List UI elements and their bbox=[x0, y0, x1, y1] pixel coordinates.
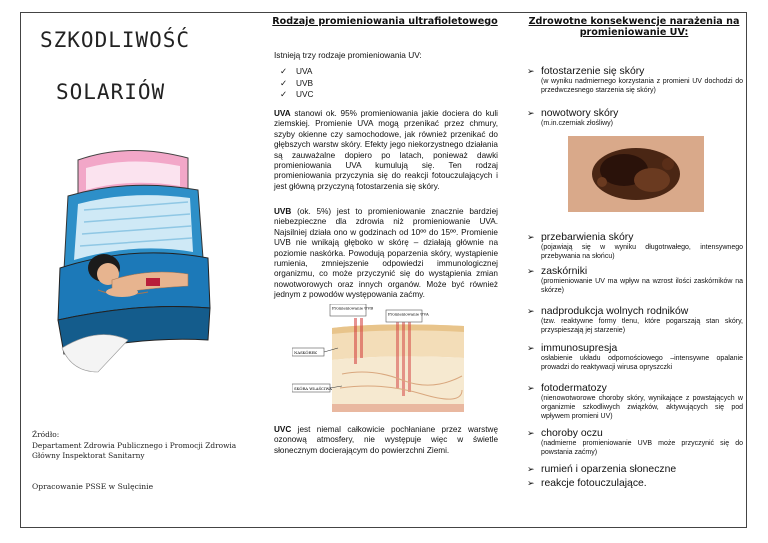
arrow-bullet-icon: ➢ bbox=[527, 232, 535, 242]
arrow-bullet-icon: ➢ bbox=[527, 383, 535, 393]
consequence-item: ➢ nadprodukcja wolnych rodników (tzw. reaktywne formy tlenu, które pogarszają stan skóry, przyspieszają jej starzenie) bbox=[527, 306, 743, 335]
checkmark-icon: ✓ bbox=[280, 89, 287, 99]
arrow-bullet-icon: ➢ bbox=[527, 266, 535, 276]
middle-heading-wrap bbox=[270, 16, 500, 27]
uvc-paragraph: UVC jest niemal całkowicie pochłaniane przez warstwę ozonową atmosfery, nie występuje więc w świetle słonecznym docierającym do powierzchni Ziemi. bbox=[274, 425, 498, 455]
consequence-item: ➢ choroby oczu (nadmierne promieniowanie UVB może przyczynić się do powstania zaćmy) bbox=[527, 428, 743, 457]
source-line2: Główny Inspektorat Sanitarny bbox=[32, 451, 145, 460]
arrow-bullet-icon: ➢ bbox=[527, 343, 535, 353]
uv-type-item: ✓ UVA bbox=[280, 66, 313, 76]
diagram-label-uvb: Promieniowanie UVB bbox=[332, 305, 374, 311]
prepared-by: Opracowanie PSSE w Sulęcinie bbox=[32, 482, 154, 491]
consequence-item: ➢ immunosupresja osłabienie układu odpornościowego –intensywne opalanie prowadzi do reaktywacji wirusa opryszczki bbox=[527, 343, 743, 372]
diagram-label-uva: Promieniowanie UVA bbox=[388, 311, 429, 317]
arrow-bullet-icon: ➢ bbox=[527, 66, 535, 76]
uv-types-list bbox=[280, 66, 314, 101]
uvb-paragraph: UVB (ok. 5%) jest to promieniowanie znacznie bardziej niebezpieczne dla zdrowia niż promieniowanie UVA. Najsilniej działa ono w godzinach od 10ºº do 15ºº. Promienie UVB nie wnikają głęboko w skórę – działają głównie na poziomie naskórka. Powodują poparzenia skóry, wystąpienie rumienia, zmniejszenie odpowiedzi immunologicznej organizmu, co może przyczynić się do wystąpienia zmian nowotworowych oraz innych organów. Może być również jednym z powodów występowania zaćmy. bbox=[274, 207, 498, 300]
leaflet-title-line1: SZKODLIWOŚĆ bbox=[40, 28, 191, 52]
right-heading-wrap bbox=[520, 16, 748, 38]
arrow-bullet-icon: ➢ bbox=[527, 428, 535, 438]
uv-intro: Istnieją trzy rodzaje promieniowania UV: bbox=[274, 50, 422, 60]
consequence-item: ➢ reakcje fotouczulające. bbox=[527, 478, 647, 489]
middle-heading: Rodzaje promieniowania ultrafioletowego bbox=[272, 16, 498, 27]
source-label: Źródło: bbox=[32, 430, 60, 439]
checkmark-icon: ✓ bbox=[280, 66, 287, 76]
source-line1: Departament Zdrowia Publicznego i Promocji Zdrowia bbox=[32, 440, 237, 450]
consequence-item: ➢ zaskórniki (promieniowanie UV ma wpływ na wzrost ilości zaskórników na skórze) bbox=[527, 266, 743, 295]
arrow-bullet-icon: ➢ bbox=[527, 464, 535, 474]
consequence-item: ➢ fotodermatozy (nienowotworowe choroby skóry, wynikające z powstających w organizmie szkodliwych związków, aktywujących się pod wpływem promieni UV) bbox=[527, 383, 743, 421]
arrow-bullet-icon: ➢ bbox=[527, 478, 535, 488]
arrow-bullet-icon: ➢ bbox=[527, 306, 535, 316]
uva-paragraph: UVA stanowi ok. 95% promieniowania jakie dociera do kuli ziemskiej. Promienie UVA mogą przenikać przez chmury, szyby okienne czy samochodowe, jak również przenikać do głębszych warstw skóry. Efekty jego niekorzystnego działania są zauważalne dopiero po latach, ponieważ dawki promieniowania UVA kumulują się. Ten rodzaj promieniowania przyczynia się do reakcji fotouczulających i jest główną przyczyną fotostarzenia się skóry. bbox=[274, 109, 498, 191]
skin-layers-diagram bbox=[292, 304, 464, 412]
leaflet-title-line2: SOLARIÓW bbox=[56, 80, 166, 104]
consequence-item: ➢ nowotwory skóry (m.in.czerniak złośliwy) bbox=[527, 108, 619, 127]
diagram-label-epidermis: NASKÓREK bbox=[294, 350, 317, 355]
right-heading: Zdrowotne konsekwencje narażenia na promieniowanie UV: bbox=[528, 16, 740, 38]
consequence-item: ➢ fotostarzenie się skóry (w wyniku nadmiernego korzystania z promieni UV dochodzi do przedwczesnego starzenia się skóry) bbox=[527, 66, 743, 95]
consequence-item: ➢ przebarwienia skóry (pojawiają się w wyniku długotrwałego, intensywnego przebywania na słońcu) bbox=[527, 232, 743, 261]
uv-type-item: ✓ UVB bbox=[280, 77, 314, 88]
arrow-bullet-icon: ➢ bbox=[527, 108, 535, 118]
diagram-label-dermis: SKÓRA WŁAŚCIWA bbox=[294, 386, 332, 391]
melanoma-photo bbox=[568, 136, 704, 212]
uv-type-item: ✓ UVC bbox=[280, 89, 314, 99]
source-block bbox=[32, 430, 236, 462]
solarium-illustration bbox=[38, 140, 224, 376]
checkmark-icon: ✓ bbox=[280, 77, 287, 88]
consequence-item: ➢ rumień i oparzenia słoneczne bbox=[527, 464, 677, 475]
